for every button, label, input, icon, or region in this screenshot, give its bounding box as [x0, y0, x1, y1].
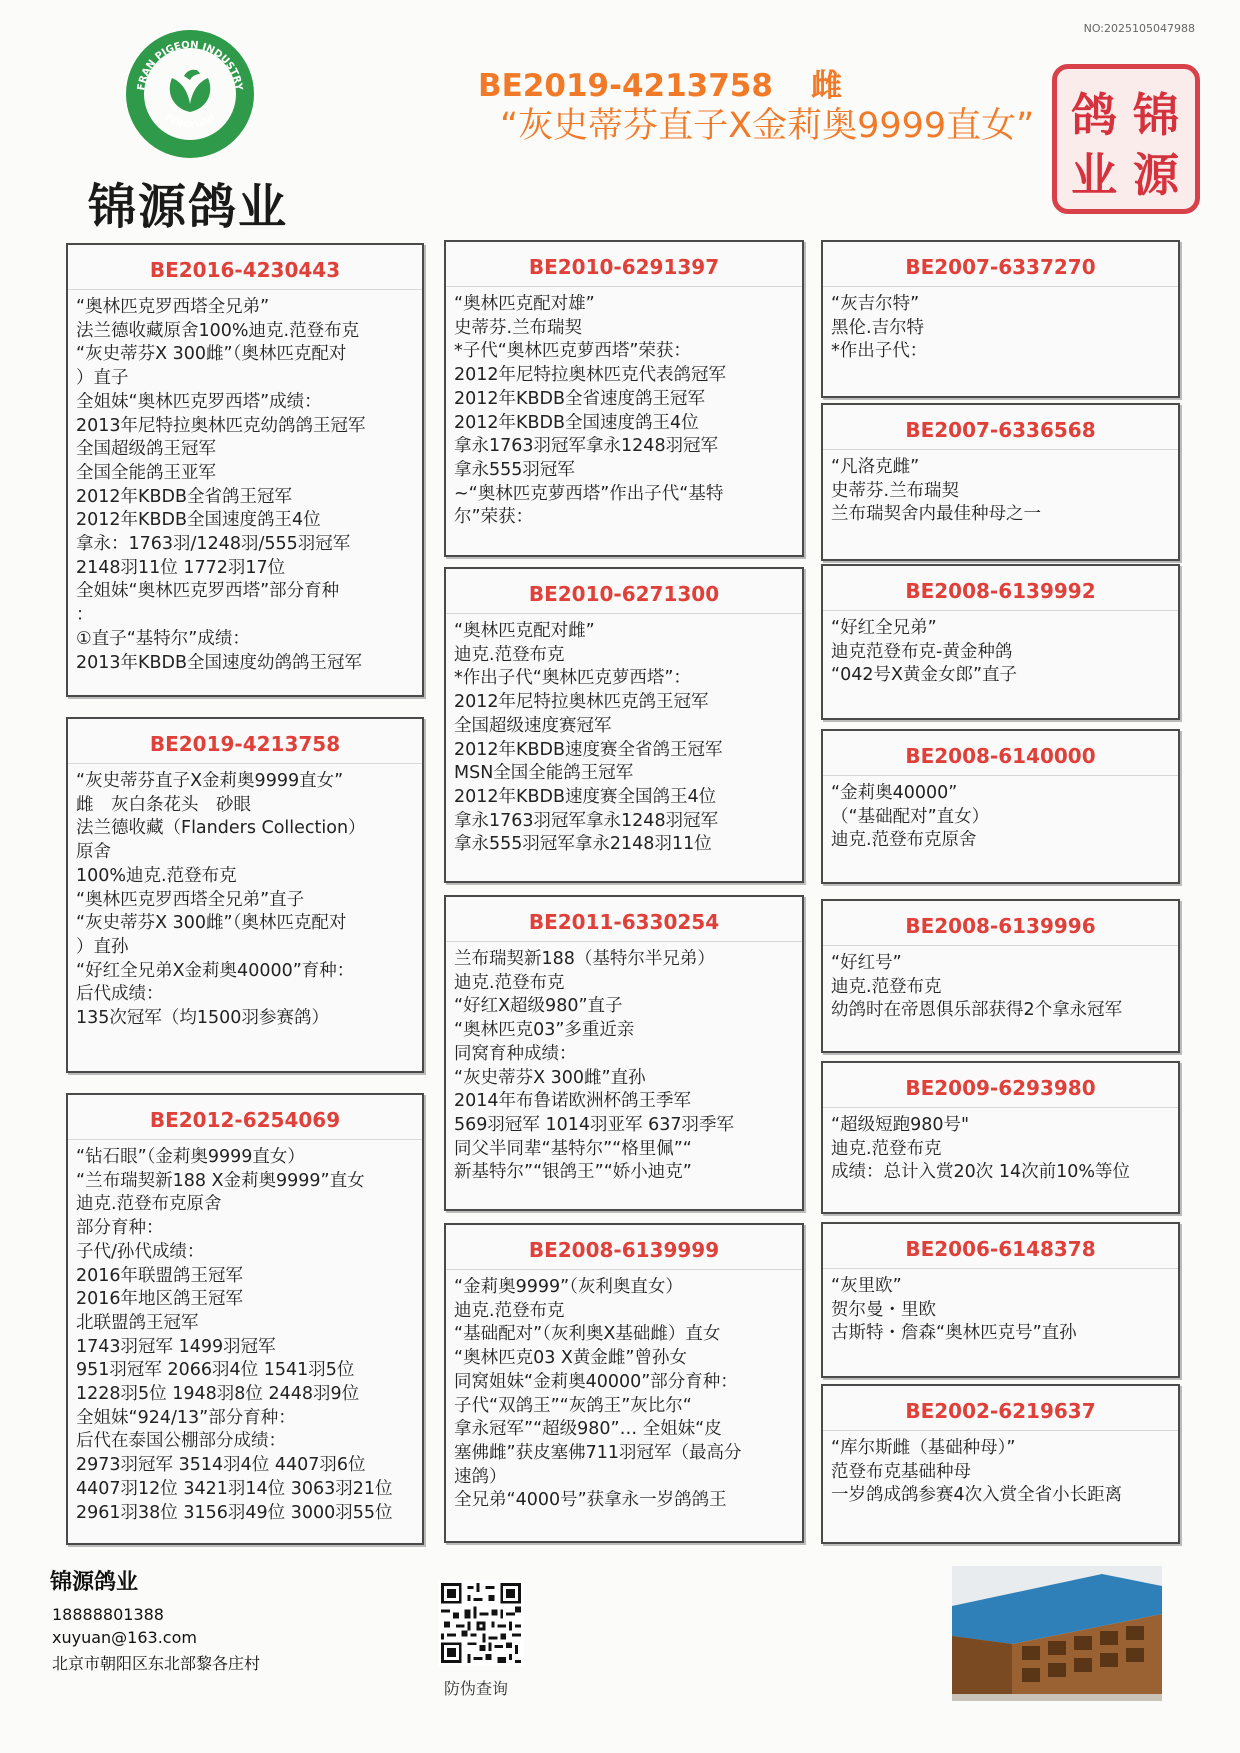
card-text-line: “奥林匹克罗西塔全兄弟”直子	[76, 889, 305, 910]
card-text-line: 100%迪克.范登布克	[76, 865, 237, 886]
card-text-line: 部分育种：	[76, 1218, 164, 1239]
card-text-line: 569羽冠军 1014羽亚军 637羽季军	[454, 1114, 734, 1135]
brand-name: 锦源鸽业	[88, 179, 289, 235]
loft-photo	[952, 1566, 1162, 1701]
card-text-line: ~“奥林匹克萝西塔”作出子代“基特	[454, 483, 724, 504]
footer-address: 北京市朝阳区东北部黎各庄村	[52, 1654, 261, 1673]
card-text-line: ）直孙	[76, 936, 129, 957]
card-text-line: “042号X黄金女郎”直子	[831, 665, 1018, 686]
pedigree-card	[444, 1223, 804, 1543]
pedigree-card	[444, 240, 804, 557]
pedigree-card	[821, 729, 1180, 884]
card-text-line: “钻石眼”（金莉奥9999直女）	[76, 1147, 305, 1167]
seal-char-4: 业	[1071, 148, 1117, 202]
card-text-line: 迪克.范登布克	[831, 1138, 942, 1159]
title-ring-number: BE2019-4213758	[478, 68, 773, 104]
card-text-line: 迪克.范登布克	[831, 976, 942, 997]
card-text-line: 拿永：1763羽/1248羽/555羽冠军	[76, 534, 351, 555]
pedigree-card	[821, 403, 1180, 561]
title-sex: 雌	[810, 68, 842, 104]
card-text-line: “凡洛克雌”	[831, 457, 920, 477]
leaf-icon	[162, 64, 218, 116]
pedigree-card	[821, 899, 1180, 1053]
card-body	[68, 1140, 422, 1525]
red-seal-stamp	[1052, 64, 1200, 214]
pedigree-card	[821, 1222, 1180, 1378]
card-body	[823, 946, 1178, 1023]
card-text-line: 2014年布鲁诺欧洲杯鸽王季军	[454, 1091, 692, 1112]
card-body	[823, 1108, 1178, 1185]
logo-ring-top-text: FRAN PIGEON INDUSTRY	[136, 39, 244, 92]
card-text-line: 子代/孙代成绩：	[76, 1241, 205, 1262]
card-text-line: “奥林匹克配对雄”	[454, 294, 595, 314]
pedigree-card	[444, 895, 804, 1211]
card-text-line: 尔”荣获：	[454, 507, 534, 528]
pedigree-card	[66, 717, 424, 1073]
card-text-line: 后代在泰国公棚部分成绩：	[76, 1431, 286, 1452]
card-text-line: “兰布瑞契新188 X金莉奥9999”直女	[76, 1170, 365, 1191]
card-text-line: 北联盟鸽王冠军	[76, 1312, 199, 1333]
card-text-line: 全国超级鸽王冠军	[76, 439, 216, 460]
card-text-line: 1228羽5位 1948羽8位 2448羽9位	[76, 1384, 360, 1405]
card-text-line: 史蒂芬.兰布瑞契	[831, 480, 960, 501]
card-text-line: 成绩：总计入赏20次 14次前10%等位	[831, 1162, 1130, 1183]
card-text-line: 2012年KBDB全省鸽王冠军	[76, 486, 292, 507]
card-text-line: 拿永1763羽冠军拿永1248羽冠军	[454, 810, 719, 831]
card-text-line: 拿永1763羽冠军拿永1248羽冠军	[454, 436, 719, 457]
qr-label: 防伪查询	[444, 1679, 509, 1698]
card-text-line: “灰史蒂芬X 300雌”（奥林匹克配对	[76, 344, 347, 365]
card-ring-number: BE2008-6139999	[446, 1225, 802, 1270]
card-ring-number: BE2008-6139992	[823, 566, 1178, 611]
card-text-line: 黑伦.吉尔特	[831, 317, 925, 338]
card-text-line: 2012年KBDB全国速度鸽王4位	[454, 412, 699, 433]
card-ring-number: BE2010-6271300	[446, 569, 802, 614]
card-ring-number: BE2019-4213758	[68, 719, 422, 764]
card-text-line: “库尔斯雌（基础种母）”	[831, 1438, 1016, 1458]
card-body	[68, 290, 422, 675]
card-text-line: “灰史蒂芬X 300雌”（奥林匹克配对	[76, 913, 347, 934]
pedigree-card	[66, 243, 424, 697]
card-text-line: 同窝育种成绩：	[454, 1043, 577, 1064]
card-text-line: “奥林匹克配对雌”	[454, 621, 595, 641]
qr-code[interactable]	[438, 1580, 524, 1666]
card-text-line: 古斯特・詹森“奥林匹克号”直孙	[831, 1323, 1077, 1344]
card-text-line: “灰史蒂芬直子X金莉奥9999直女”	[76, 771, 344, 791]
card-text-line: 2016年地区鸽王冠军	[76, 1289, 244, 1310]
pedigree-card	[821, 564, 1180, 720]
card-text-line: 子代“双鸽王”“灰鸽王”灰比尔“	[454, 1395, 692, 1416]
card-text-line: 135次冠军（均1500羽参赛鸽）	[76, 1008, 329, 1029]
seal-char-3: 鸽	[1071, 88, 1117, 142]
pedigree-card	[821, 1384, 1180, 1544]
card-text-line: “奥林匹克03 X黄金雌”曾孙女	[454, 1348, 687, 1369]
card-text-line: 迪克.范登布克	[454, 1300, 565, 1321]
card-text-line: 全国全能鸽王亚军	[76, 462, 216, 483]
card-text-line: ：	[76, 605, 94, 626]
card-text-line: *作出子代：	[831, 341, 928, 362]
seal-char-1: 锦	[1133, 88, 1179, 142]
card-text-line: 拿永555羽冠军拿永2148羽11位	[454, 834, 712, 855]
card-text-line: “奥林匹克罗西塔全兄弟”	[76, 297, 270, 317]
card-ring-number: BE2008-6140000	[823, 731, 1178, 776]
card-text-line: 2013年KBDB全国速度幼鸽鸽王冠军	[76, 652, 362, 673]
card-ring-number: BE2012-6254069	[68, 1095, 422, 1140]
card-text-line: 法兰德收藏（Flanders Collection）	[76, 818, 366, 839]
card-ring-number: BE2007-6336568	[823, 405, 1178, 450]
card-body	[446, 1270, 802, 1513]
card-body	[823, 287, 1178, 364]
card-text-line: 2012年KBDB全省速度鸽王冠军	[454, 388, 705, 409]
card-text-line: 范登布克基础种母	[831, 1461, 971, 1482]
card-text-line: 全姐妹“奥林匹克罗西塔”部分育种	[76, 581, 340, 602]
card-ring-number: BE2007-6337270	[823, 242, 1178, 287]
card-body	[446, 287, 802, 530]
card-text-line: 951羽冠军 2066羽4位 1541羽5位	[76, 1360, 355, 1381]
document-number: NO:2025105047988	[1083, 22, 1195, 35]
card-text-line: 1743羽冠军 1499羽冠军	[76, 1336, 276, 1357]
card-text-line: *作出子代“奥林匹克萝西塔”：	[454, 668, 691, 689]
card-body	[823, 611, 1178, 688]
card-ring-number: BE2016-4230443	[68, 245, 422, 290]
card-text-line: 2013年尼特拉奥林匹克幼鸽鸽王冠军	[76, 415, 366, 436]
card-ring-number: BE2006-6148378	[823, 1224, 1178, 1269]
footer-company-name: 锦源鸽业	[50, 1570, 139, 1595]
pedigree-card	[66, 1093, 424, 1545]
card-text-line: 迪克.范登布克原舍	[76, 1194, 222, 1215]
card-body	[446, 942, 802, 1185]
card-text-line: 拿永冠军”“超级980”… 全姐妹“皮	[454, 1419, 722, 1440]
card-text-line: （“基础配对”直女）	[831, 806, 990, 827]
card-body	[823, 450, 1178, 527]
card-text-line: 拿永555羽冠军	[454, 459, 575, 480]
card-ring-number: BE2002-6219637	[823, 1386, 1178, 1431]
card-text-line: 全国超级速度赛冠军	[454, 715, 612, 736]
card-text-line: “奥林匹克03”多重近亲	[454, 1020, 635, 1041]
logo-ring-bottom-text: FENGYUAN	[162, 112, 218, 131]
card-text-line: *子代“奥林匹克萝西塔”荣获：	[454, 341, 691, 362]
pedigree-card	[444, 567, 804, 883]
card-text-line: “好红全兄弟”	[831, 618, 937, 638]
card-text-line: 迪克.范登布克原舍	[831, 830, 977, 851]
card-text-line: “金莉奥9999”（灰利奥直女）	[454, 1277, 683, 1297]
card-text-line: 2012年KBDB全国速度鸽王4位	[76, 510, 321, 531]
card-text-line: 2016年联盟鸽王冠军	[76, 1265, 244, 1286]
pedigree-card	[821, 1061, 1180, 1214]
card-body	[823, 1431, 1178, 1508]
card-text-line: “基础配对”（灰利奥X基础雌）直女	[454, 1324, 721, 1345]
card-text-line: 2973羽冠军 3514羽4位 4407羽6位	[76, 1455, 366, 1476]
card-text-line: 一岁鸽成鸽参赛4次入赏全省小长距离	[831, 1485, 1123, 1506]
card-body	[68, 764, 422, 1031]
card-text-line: 迪克.范登布克	[454, 972, 565, 993]
card-text-line: 兰布瑞契新188（基特尔半兄弟）	[454, 949, 715, 969]
footer-email: xuyuan@163.com	[52, 1628, 197, 1647]
card-text-line: “灰吉尔特”	[831, 294, 920, 314]
card-ring-number: BE2011-6330254	[446, 897, 802, 942]
card-text-line: 后代成绩：	[76, 984, 164, 1005]
card-text-line: 原舍	[76, 842, 111, 863]
card-ring-number: BE2009-6293980	[823, 1063, 1178, 1108]
card-text-line: 迪克范登布克-黄金种鸽	[831, 641, 1013, 662]
card-text-line: 全兄弟“4000号”获拿永一岁鸽鸽王	[454, 1490, 727, 1511]
card-body	[823, 776, 1178, 853]
card-text-line: ）直子	[76, 368, 129, 389]
seal-char-2: 源	[1133, 148, 1179, 202]
card-body	[446, 614, 802, 857]
card-text-line: 塞佛雌”获皮塞佛711羽冠军（最高分	[454, 1442, 742, 1463]
card-text-line: “超级短跑980号"	[831, 1115, 970, 1135]
card-body	[823, 1269, 1178, 1346]
card-text-line: 迪克.范登布克	[454, 644, 565, 665]
card-text-line: MSN全国全能鸽王冠军	[454, 763, 634, 784]
card-text-line: 幼鸽时在帝恩俱乐部获得2个拿永冠军	[831, 1000, 1123, 1021]
card-text-line: 2961羽38位 3156羽49位 3000羽55位	[76, 1502, 393, 1523]
card-text-line: “灰里欧”	[831, 1276, 902, 1296]
card-text-line: 2012年KBDB速度赛全国鸽王4位	[454, 786, 717, 807]
card-text-line: 全姐妹“924/13”部分育种：	[76, 1407, 296, 1428]
card-text-line: ①直子“基特尔”成绩：	[76, 628, 250, 649]
page-subtitle: “灰史蒂芬直子X金莉奥9999直女”	[500, 106, 1035, 146]
card-text-line: 史蒂芬.兰布瑞契	[454, 317, 583, 338]
card-ring-number: BE2008-6139996	[823, 901, 1178, 946]
card-text-line: 同窝姐妹“金莉奥40000”部分育种：	[454, 1371, 738, 1392]
card-text-line: 2012年尼特拉奥林匹克代表鸽冠军	[454, 365, 727, 386]
card-text-line: 兰布瑞契舍内最佳种母之一	[831, 504, 1041, 525]
card-text-line: 贺尔曼・里欧	[831, 1299, 936, 1320]
footer-phone: 18888801388	[52, 1605, 164, 1624]
card-text-line: 雌 灰白条花头 砂眼	[76, 794, 251, 815]
card-text-line: 2148羽11位 1772羽17位	[76, 557, 286, 578]
card-text-line: “好红号”	[831, 953, 902, 973]
card-ring-number: BE2010-6291397	[446, 242, 802, 287]
card-text-line: 同父半同辈“基特尔”“格里佩”“	[454, 1138, 692, 1159]
card-text-line: “好红全兄弟X金莉奥40000”育种：	[76, 960, 355, 981]
card-text-line: 速鸽）	[454, 1466, 507, 1487]
pedigree-card	[821, 240, 1180, 398]
card-text-line: “灰史蒂芬X 300雌”直孙	[454, 1067, 646, 1088]
brand-logo	[126, 30, 254, 158]
card-text-line: 2012年KBDB速度赛全省鸽王冠军	[454, 739, 723, 760]
card-text-line: “金莉奥40000”	[831, 783, 958, 803]
card-text-line: 全姐妹“奥林匹克罗西塔”成绩：	[76, 391, 322, 412]
card-text-line: 新基特尔”“银鸽王”“娇小迪克”	[454, 1162, 692, 1183]
card-text-line: 法兰德收藏原舍100%迪克.范登布克	[76, 320, 360, 341]
card-text-line: 4407羽12位 3421羽14位 3063羽21位	[76, 1478, 393, 1499]
card-text-line: 2012年尼特拉奥林匹克鸽王冠军	[454, 692, 709, 713]
card-text-line: “好红X超级980”直子	[454, 996, 623, 1017]
